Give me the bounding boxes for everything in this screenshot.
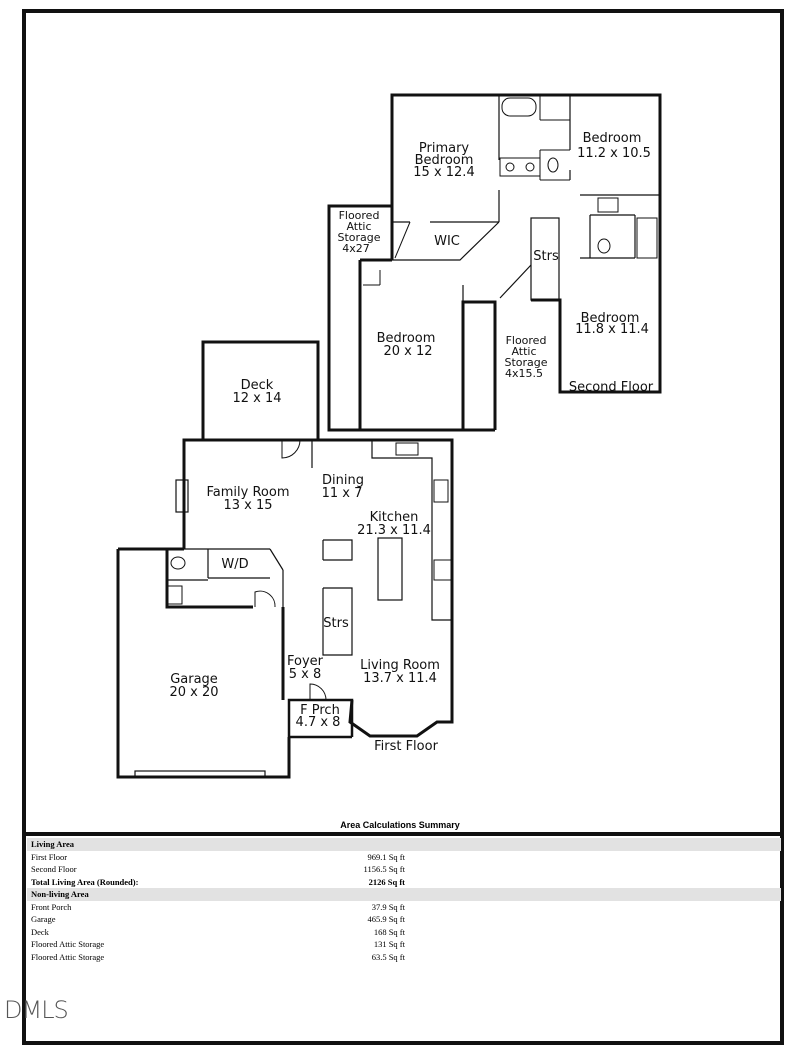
primary-bedroom-label1: Primary (418, 141, 470, 156)
summary-row: Floored Attic Storage 63.5 Sq ft (31, 951, 405, 962)
deck-size: 12 x 14 (232, 391, 282, 406)
summary-row: Front Porch 37.9 Sq ft (31, 901, 405, 912)
bedroom-4-size: 20 x 12 (383, 344, 433, 359)
summary-row: Second Floor 1156.5 Sq ft (31, 864, 405, 874)
attic-2-line1: Floored (505, 334, 547, 347)
summary-row-total: Total Living Area (Rounded): 2126 Sq ft (31, 876, 405, 887)
dining-size: 11 x 7 (321, 486, 363, 501)
first-floor-plan (118, 342, 452, 777)
attic-1-line1: Floored (338, 209, 380, 222)
garage-label: Garage (170, 672, 218, 687)
front-porch-label: F Prch (300, 703, 340, 718)
attic-1-line2: Attic (346, 220, 372, 233)
family-room-label: Family Room (206, 485, 290, 500)
foyer-label: Foyer (286, 654, 324, 669)
bedroom-4-label: Bedroom (376, 331, 436, 346)
family-room-size: 13 x 15 (223, 498, 273, 513)
attic-2-line2: Attic (511, 345, 537, 358)
wic-label: WIC (434, 234, 460, 249)
bedroom-2-size: 11.2 x 10.5 (577, 146, 651, 161)
first-floor-label: First Floor (374, 739, 438, 754)
summary-row: Deck 168 Sq ft (31, 926, 405, 937)
second-floor-label: Second Floor (568, 380, 654, 395)
attic-2-line3: Storage (504, 356, 548, 369)
bedroom-2-label: Bedroom (582, 131, 642, 146)
kitchen-label: Kitchen (369, 510, 419, 525)
dmls-logo: DMLS (4, 996, 68, 1024)
attic-1-line3: Storage (337, 231, 381, 244)
summary-title: Area Calculations Summary (340, 820, 460, 830)
deck-label: Deck (240, 378, 274, 393)
living-area-header: Living Area (27, 838, 781, 851)
garage-size: 20 x 20 (169, 685, 219, 700)
lower-stairs-label: Strs (323, 616, 349, 631)
living-room-size: 13.7 x 11.4 (363, 671, 437, 686)
summary-row: Garage 465.9 Sq ft (31, 914, 405, 924)
upper-stairs-label: Strs (533, 249, 559, 264)
summary-divider (22, 832, 784, 836)
bedroom-3-size: 11.8 x 11.4 (575, 322, 649, 337)
primary-bedroom-size: 15 x 12.4 (413, 165, 475, 180)
kitchen-size: 21.3 x 11.4 (357, 523, 431, 538)
attic-1-size: 4x27 (342, 242, 370, 255)
attic-2-size: 4x15.5 (504, 367, 544, 380)
living-room-label: Living Room (360, 658, 440, 673)
area-summary-table (27, 838, 781, 963)
dining-label: Dining (322, 473, 364, 488)
nonliving-area-header: Non-living Area (27, 888, 781, 901)
summary-row: Floored Attic Storage 131 Sq ft (31, 939, 405, 949)
laundry-label: W/D (221, 557, 249, 572)
foyer-size: 5 x 8 (288, 667, 322, 682)
primary-bedroom-label2: Bedroom (414, 153, 474, 168)
front-porch-size: 4.7 x 8 (295, 715, 341, 730)
summary-row: First Floor 969.1 Sq ft (31, 851, 405, 862)
bedroom-3-label: Bedroom (580, 311, 640, 326)
